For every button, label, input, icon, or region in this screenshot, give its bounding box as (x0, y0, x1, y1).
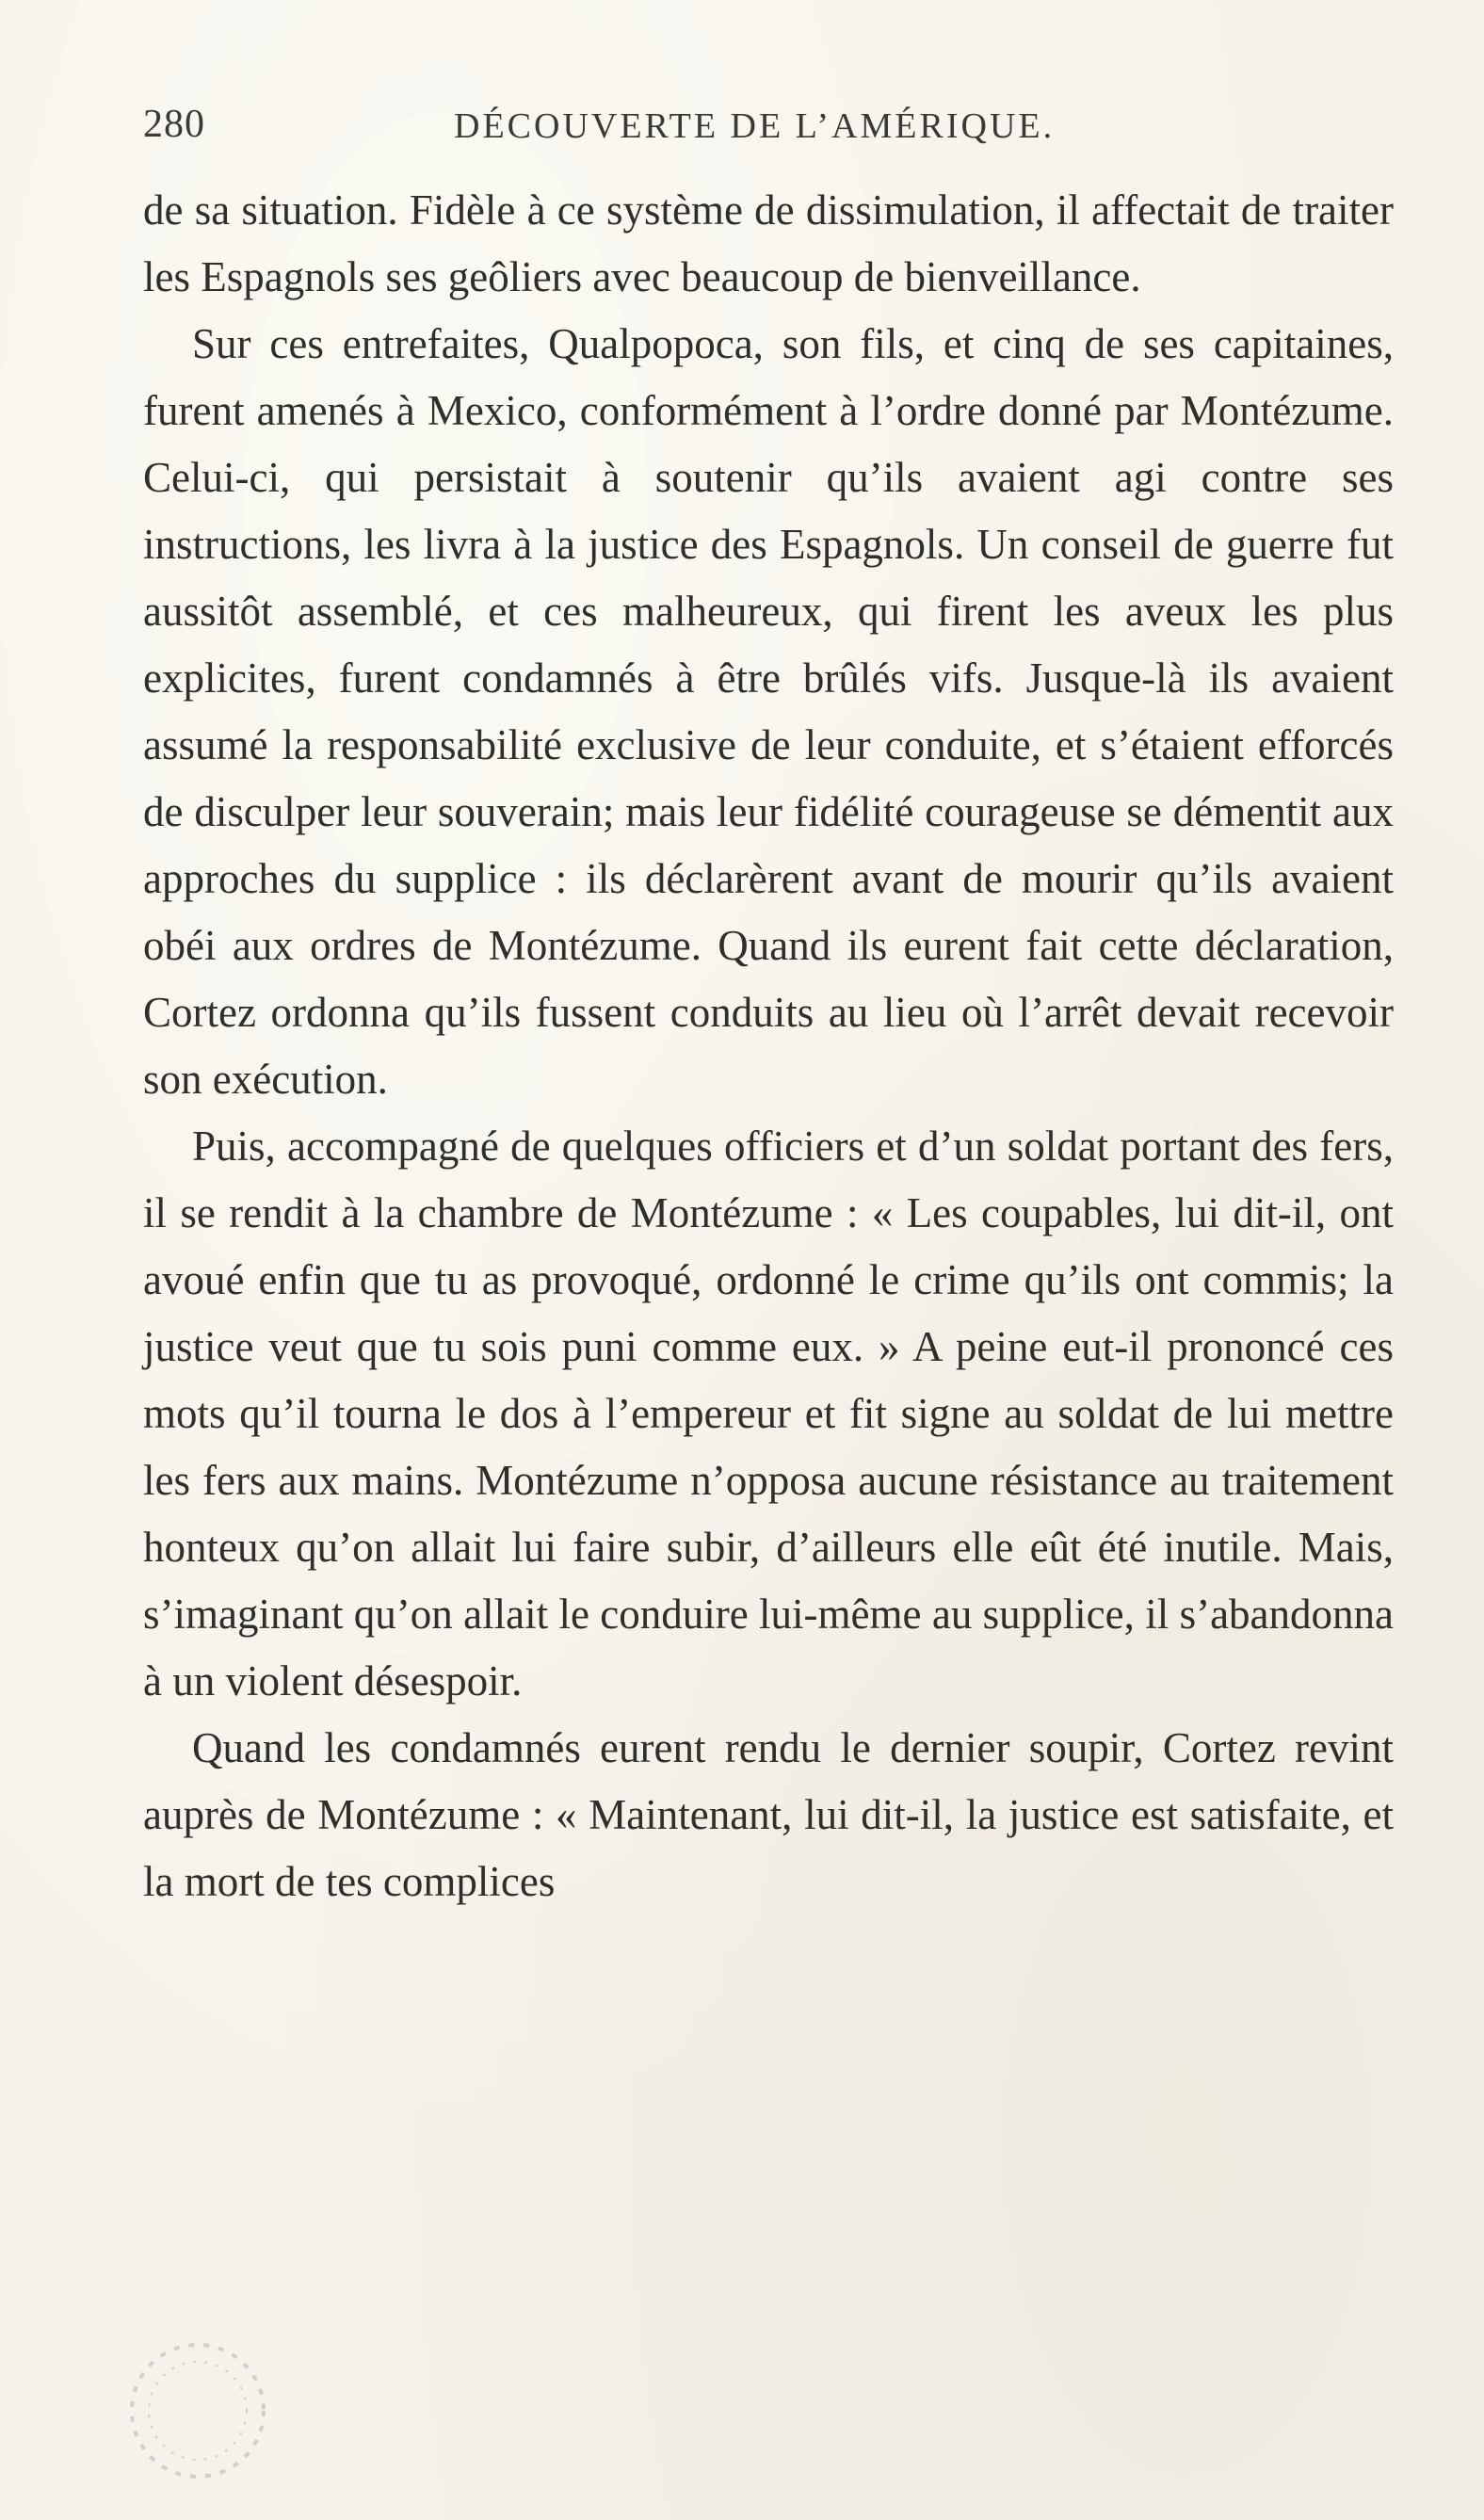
page-header (143, 92, 1395, 168)
body-text (143, 177, 1394, 1915)
running-title: DÉCOUVERTE DE L’AMÉRIQUE. (454, 106, 1056, 146)
paragraph: de sa situation. Fidèle à ce système de dissimulation, il affectait de traiter les Espagnols ses geôliers avec beaucoup de bienveillance. (143, 186, 1394, 300)
library-stamp-mark (66, 2335, 311, 2505)
page-number: 280 (143, 103, 205, 146)
paragraph: Puis, accompagné de quelques officiers et d’un soldat portant des fers, il se rendit à la chambre de Montézume : « Les coupables, lui dit-il, ont avoué enfin que tu as provoqué, ordonné le crime qu’ils ont commis; la justice veut que tu sois puni comme eux. » A peine eut-il prononcé ces mots qu’il tourna le dos à l’empereur et fit signe au soldat de lui mettre les fers aux mains. Montézume n’opposa aucune résistance au traitement honteux qu’on allait lui faire subir, d’ailleurs elle eût été inutile. Mais, s’imaginant qu’on allait le conduire lui-même au supplice, il s’abandonna à un violent désespoir. (143, 1123, 1394, 1704)
paragraph: Quand les condamnés eurent rendu le dernier soupir, Cortez revint auprès de Montézume : « Maintenant, lui dit-il, la justice est satisfaite, et la mort de tes complices (143, 1724, 1394, 1905)
paragraph: Sur ces entrefaites, Qualpopoca, son fils, et cinq de ses capitaines, furent amenés à Mexico, conformément à l’ordre donné par Montézume. Celui-ci, qui persistait à soutenir qu’ils avaient agi contre ses instructions, les livra à la justice des Espagnols. Un conseil de guerre fut aussitôt assemblé, et ces malheureux, qui firent les aveux les plus explicites, furent condamnés à être brûlés vifs. Jusque-là ils avaient assumé la responsabilité exclusive de leur conduite, et s’étaient efforcés de disculper leur souverain; mais leur fidélité courageuse se démentit aux approches du supplice : ils déclarèrent avant de mourir qu’ils avaient obéi aux ordres de Montézume. Quand ils eurent fait cette déclaration, Cortez ordonna qu’ils fussent conduits au lieu où l’arrêt devait recevoir son exécution. (143, 320, 1394, 1103)
